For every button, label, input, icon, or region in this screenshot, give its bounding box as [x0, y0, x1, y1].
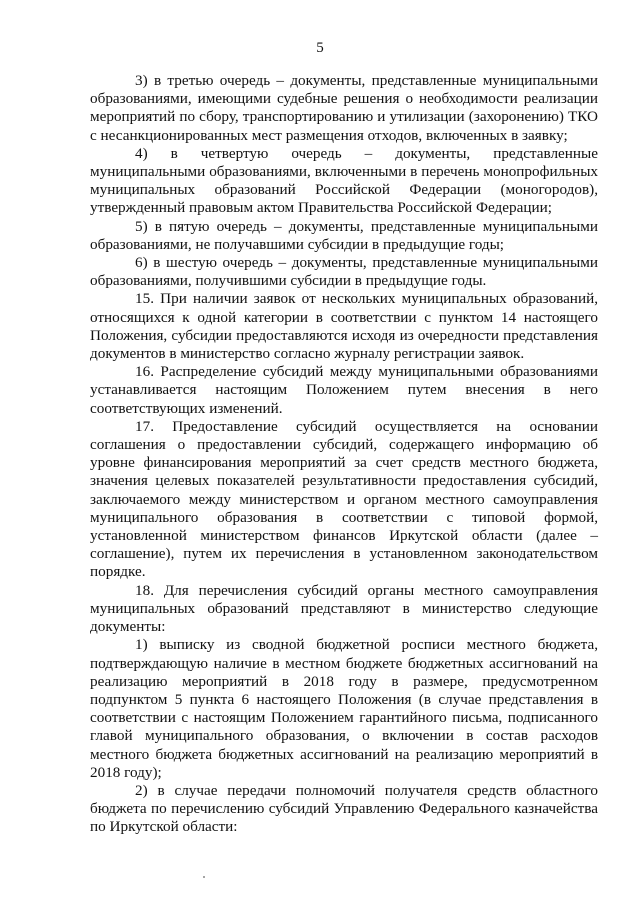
document-body: [90, 72, 598, 837]
paragraph-clause-18-item-1: 1) выписку из сводной бюджетной росписи местного бюджета, подтверждающую наличие в местном бюджете бюджетных ассигнований на реализацию мероприятий в 2018 году в размере, предусмотренном подпунктом 5 пункта 6 настоящего Положения (в случае представления в соответствии с настоящим Положением гарантийного письма, подписанного главой муниципального образования, о включении в состав расходов местного бюджета бюджетных ассигнований на реализацию мероприятий в 2018 году);: [90, 636, 598, 781]
paragraph-item-6-queue: 6) в шестую очередь – документы, представленные муниципальными образованиями, получившими субсидии в предыдущие годы.: [90, 254, 598, 290]
paragraph-item-5-queue: 5) в пятую очередь – документы, представленные муниципальными образованиями, не получавшими субсидии в предыдущие годы;: [90, 217, 598, 253]
paragraph-clause-18-item-2: 2) в случае передачи полномочий получателя средств областного бюджета по перечислению субсидий Управлению Федерального казначейства по Иркутской области:: [90, 781, 598, 836]
paragraph-clause-17: 17. Предоставление субсидий осуществляется на основании соглашения о предоставлении субсидий, содержащего информацию об уровне финансирования мероприятий за счет средств местного бюджета, значения целевых показателей результативности предоставления субсидий, заключаемого между министерством и органом местного самоуправления муниципального образования в соответствии с типовой формой, установленной министерством финансов Иркутской области (далее – соглашение), путем их перечисления в установленном законодательством порядке.: [90, 417, 598, 581]
paragraph-item-4-queue: 4) в четвертую очередь – документы, представленные муниципальными образованиями, включенными в перечень монопрофильных муниципальных образований Российской Федерации (моногородов), утвержденный правовым актом Правительства Российской Федерации;: [90, 144, 598, 217]
scan-speck: [203, 876, 205, 878]
page-number: 5: [316, 40, 324, 56]
paragraph-clause-16: 16. Распределение субсидий между муниципальными образованиями устанавливается настоящим Положением путем внесения в него соответствующих изменений.: [90, 363, 598, 417]
paragraph-item-3-queue: 3) в третью очередь – документы, представленные муниципальными образованиями, имеющими судебные решения о необходимости реализации мероприятий по сбору, транспортированию и утилизации (захоронению) ТКО с несанкционированных мест размещения отходов, включенных в заявку;: [90, 72, 598, 144]
paragraph-clause-15: 15. При наличии заявок от нескольких муниципальных образований, относящихся к одной категории в соответствии с пунктом 14 настоящего Положения, субсидии предоставляются исходя из очередности представления документов в министерство согласно журналу регистрации заявок.: [90, 290, 598, 363]
paragraph-clause-18: 18. Для перечисления субсидий органы местного самоуправления муниципальных образований представляют в министерство следующие документы:: [90, 581, 598, 636]
